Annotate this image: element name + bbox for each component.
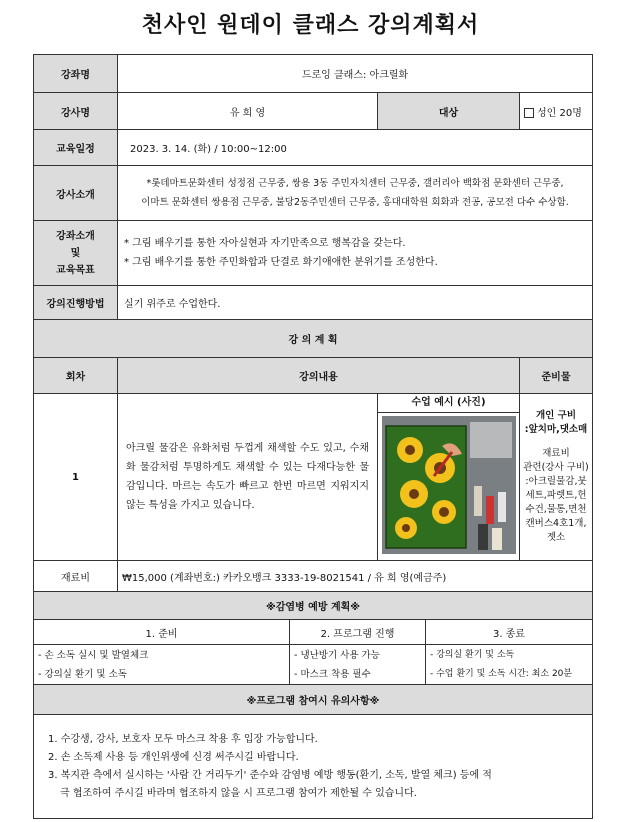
row-notes-header xyxy=(34,685,593,715)
instructor-label: 강사명 xyxy=(34,93,118,130)
photo-label: 수업 예시 (사진) xyxy=(378,394,519,413)
prevention-item: - 강의실 환기 및 소독 xyxy=(430,649,515,660)
prevention-prepare-list xyxy=(34,645,290,685)
checkbox-icon xyxy=(524,108,534,118)
prevention-item: - 수업 환기 및 소독 시간: 최소 20분 xyxy=(430,668,573,679)
row-notes xyxy=(34,715,593,819)
row-plan-header xyxy=(34,320,593,358)
bio-line: *롯데마트문화센터 성정점 근무중, 쌍용 3동 주민자치센터 근무중, 갤러리아 백화점 문화센터 근무중, xyxy=(146,178,564,189)
prevention-program-list xyxy=(290,645,426,685)
session-number: 1 xyxy=(34,394,118,561)
prep-detail: :아크릴물감,붓 xyxy=(525,476,587,487)
bio-line: 이마트 문화센터 쌍용점 근무중, 불당2동주민센터 근무중, 홍대대학원 회화과 전공, 공모전 다수 수상함. xyxy=(141,197,569,208)
target-label: 대상 xyxy=(378,93,520,130)
prevention-item: - 냉난방기 사용 가능 xyxy=(294,649,380,661)
bio-text xyxy=(118,166,593,221)
schedule-label: 교육일정 xyxy=(34,130,118,166)
goals-label-line: 강좌소개 xyxy=(56,230,95,242)
goals-list xyxy=(118,221,593,286)
course-label: 강좌명 xyxy=(34,55,118,93)
target-value: 성인 20명 xyxy=(537,107,582,119)
row-plan-columns xyxy=(34,358,593,394)
row-prevention-columns xyxy=(34,620,593,645)
note-item: 3. 복지관 측에서 실시하는 '사람 간 거리두기' 준수와 감염병 예방 행동(환기, 소독, 발열 체크) 등에 적 xyxy=(48,769,492,781)
goals-label-line: 및 xyxy=(70,247,81,259)
row-schedule xyxy=(34,130,593,166)
document-title: 천사인 원데이 클래스 강의계획서 xyxy=(141,13,480,38)
prevention-col-prepare: 1. 준비 xyxy=(34,620,290,645)
goals-label-line: 교육목표 xyxy=(56,264,95,276)
bio-label: 강사소개 xyxy=(34,166,118,221)
content-column-header: 강의내용 xyxy=(118,358,520,394)
instructor-value: 유 희 영 xyxy=(118,93,378,130)
prep-detail: 세트,파렛트,헌 xyxy=(525,490,587,501)
fee-label: 재료비 xyxy=(34,561,118,592)
target-cell xyxy=(520,93,593,130)
prep-cell xyxy=(520,394,593,561)
plan-header: 강 의 계 획 xyxy=(34,320,593,358)
row-goals xyxy=(34,221,593,286)
method-value: 실기 위주로 수업한다. xyxy=(118,286,593,320)
row-course xyxy=(34,55,593,93)
session-content: 아크릴 물감은 유화처럼 두껍게 채색할 수도 있고, 수채화 물감처럼 투명하게도 채색할 수 있는 다재다능한 물감입니다. 마르는 속도가 빠르고 한번 마르면 지워지지 않는 특성을 가지고 있습니다. xyxy=(118,394,378,561)
row-fee xyxy=(34,561,593,592)
notes-list xyxy=(34,715,593,819)
session-column-header: 회차 xyxy=(34,358,118,394)
prevention-item: - 강의실 환기 및 소독 xyxy=(38,668,127,680)
schedule-value: 2023. 3. 14. (화) / 10:00~12:00 xyxy=(118,130,593,166)
row-session-1 xyxy=(34,394,593,561)
prep-column-header: 준비물 xyxy=(520,358,593,394)
note-item: 2. 손 소독제 사용 등 개인위생에 신경 써주시길 바랍니다. xyxy=(48,751,299,763)
row-prevention-header xyxy=(34,592,593,620)
prep-detail: 관련(강사 구비) xyxy=(523,462,589,473)
prep-detail: 수건,물통,면천 xyxy=(525,504,587,515)
photo-frame xyxy=(378,413,519,560)
note-item: 1. 수강생, 강사, 보호자 모두 마스크 착용 후 입장 가능합니다. xyxy=(48,733,318,745)
method-label: 강의진행방법 xyxy=(34,286,118,320)
prevention-col-end: 3. 종료 xyxy=(426,620,593,645)
prep-line: 개인 구비 xyxy=(536,410,577,421)
notes-header: ※프로그램 참여시 유의사항※ xyxy=(34,685,593,715)
prevention-item: - 손 소독 실시 및 발열체크 xyxy=(38,649,149,661)
lecture-plan-table xyxy=(33,54,593,819)
class-example-photo xyxy=(382,416,516,554)
row-method xyxy=(34,286,593,320)
prep-detail: 젯소 xyxy=(546,532,566,543)
row-prevention-items xyxy=(34,645,593,685)
photo-cell xyxy=(378,394,520,561)
prevention-header: ※감염병 예방 계획※ xyxy=(34,592,593,620)
prevention-col-program: 2. 프로그램 진행 xyxy=(290,620,426,645)
note-item: 극 협조하여 주시길 바라며 협조하지 않을 시 프로그램 참여가 제한될 수 있습니다. xyxy=(60,787,417,799)
prep-line: :앞치마,댓소매 xyxy=(524,424,588,435)
prep-detail: 재료비 xyxy=(542,448,570,459)
fee-value: ₩15,000 (계좌번호:) 카카오뱅크 3333-19-8021541 / 유 희 영(예금주) xyxy=(118,561,593,592)
prevention-end-list xyxy=(426,645,593,685)
goal-item: * 그림 배우기를 통한 주민화합과 단결로 화기애애한 분위기를 조성한다. xyxy=(124,257,438,268)
goal-item: * 그림 배우기를 통한 자아실현과 자기만족으로 행복감을 갖는다. xyxy=(124,238,406,249)
row-instructor xyxy=(34,93,593,130)
goals-label xyxy=(34,221,118,286)
row-bio xyxy=(34,166,593,221)
prevention-item: - 마스크 착용 필수 xyxy=(294,668,371,680)
prep-detail: 캔버스4호1개, xyxy=(525,518,587,529)
course-value: 드로잉 클래스: 아크릴화 xyxy=(118,55,593,93)
